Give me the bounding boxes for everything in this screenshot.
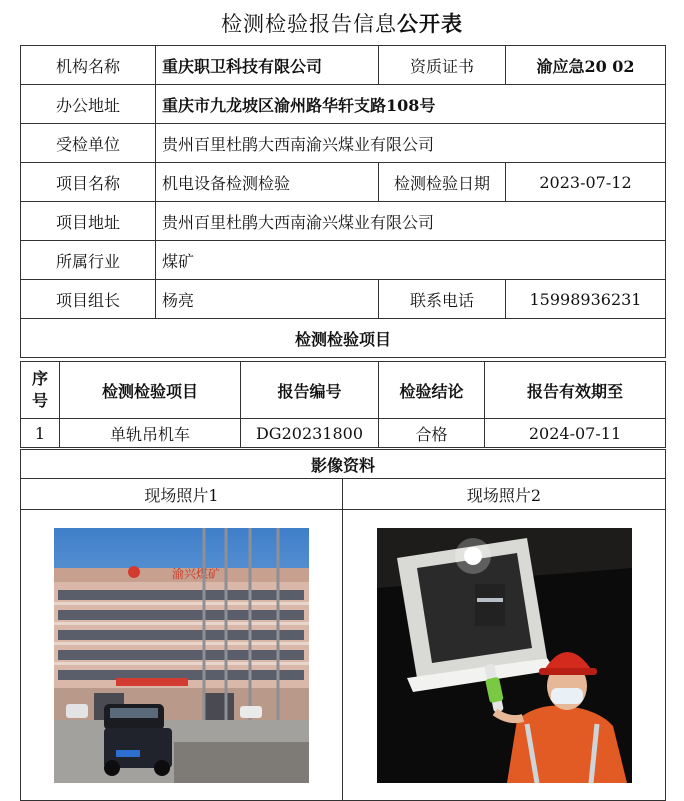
address-value: 贵州百里杜鹃大西南渝兴煤业有限公司: [156, 202, 666, 241]
project-value: 机电设备检测检验: [156, 163, 379, 202]
industry-label: 所属行业: [21, 241, 156, 280]
col-header-item: 检测检验项目: [60, 362, 241, 419]
date-value: 2023-07-12: [506, 163, 666, 202]
cert-label: 资质证书: [379, 46, 506, 85]
col-header-valid-until: 报告有效期至: [485, 362, 666, 419]
leader-label: 项目组长: [21, 280, 156, 319]
table-row: [21, 419, 666, 448]
title-emphasis: 公开表: [397, 11, 463, 36]
info-table: [20, 45, 666, 358]
items-table: [20, 361, 666, 448]
row-item: 单轨吊机车: [60, 419, 241, 448]
col-header-index: 序号: [21, 362, 60, 419]
org-label: 机构名称: [21, 46, 156, 85]
media-section-title: 影像资料: [21, 450, 666, 479]
industry-value: 煤矿: [156, 241, 666, 280]
site-photo-building: [54, 528, 309, 783]
title-main: 检测检验报告信息: [221, 12, 397, 36]
office-value: 重庆市九龙坡区渝州路华轩支路108号: [156, 85, 666, 124]
col-header-report-no: 报告编号: [241, 362, 379, 419]
row-report-no: DG20231800: [241, 419, 379, 448]
phone-value: 15998936231: [506, 280, 666, 319]
org-value: 重庆职卫科技有限公司: [156, 46, 379, 85]
building-sign-text: 渝兴煤矿: [172, 566, 221, 581]
leader-value: 杨亮: [156, 280, 379, 319]
row-index: 1: [21, 419, 60, 448]
client-label: 受检单位: [21, 124, 156, 163]
photo-caption-1: 现场照片1: [21, 479, 343, 510]
client-value: 贵州百里杜鹃大西南渝兴煤业有限公司: [156, 124, 666, 163]
col-header-conclusion: 检验结论: [379, 362, 485, 419]
photo-caption-2: 现场照片2: [343, 479, 666, 510]
site-photo-inspection: [377, 528, 632, 783]
row-conclusion: 合格: [379, 419, 485, 448]
address-label: 项目地址: [21, 202, 156, 241]
date-label: 检测检验日期: [379, 163, 506, 202]
project-label: 项目名称: [21, 163, 156, 202]
items-section-title: 检测检验项目: [21, 319, 666, 358]
page-title: [0, 8, 684, 38]
cert-value: 渝应急20 02: [506, 46, 666, 85]
row-valid-until: 2024-07-11: [485, 419, 666, 448]
office-label: 办公地址: [21, 85, 156, 124]
phone-label: 联系电话: [379, 280, 506, 319]
photo-cell-1: [21, 510, 343, 801]
photo-cell-2: [343, 510, 666, 801]
media-table: [20, 449, 666, 801]
